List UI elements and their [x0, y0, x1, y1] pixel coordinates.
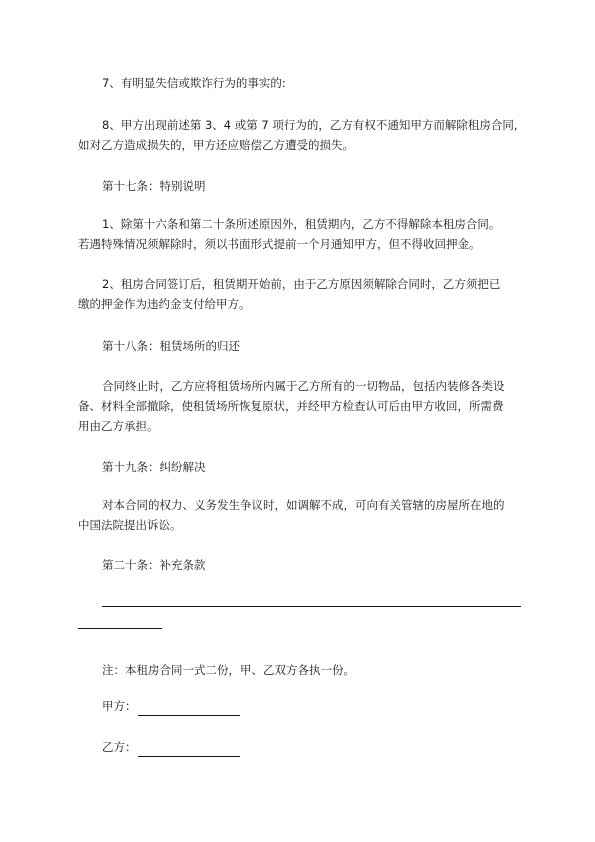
article-17-item-1-line-2: 若遇特殊情况须解除时，须以书面形式提前一个月通知甲方，但不得收回押金。 — [78, 237, 481, 251]
article-17-item-2 — [78, 274, 528, 314]
supplementary-blank-line-1 — [102, 606, 521, 607]
party-b-label: 乙方： — [102, 740, 137, 754]
note-paragraph — [78, 660, 552, 680]
party-b-signature — [78, 737, 552, 757]
article-20-title: 第二十条：补充条款 — [102, 558, 206, 572]
article-17-item-2-line-1: 2、租房合同签订后，租赁期开始前，由于乙方原因须解除合同时，乙方须把已 — [102, 277, 501, 291]
article-18-title: 第十八条：租赁场所的归还 — [102, 339, 240, 353]
clause-8-line-1: 8、甲方出现前述第 3、4 或第 7 项行为的，乙方有权不通知甲方而解除租房合同, — [102, 118, 518, 132]
article-17-item-2-line-2: 缴的押金作为违约金支付给甲方。 — [78, 297, 251, 311]
clause-7 — [78, 73, 552, 93]
article-18-line-1: 合同终止时，乙方应将租赁场所内属于乙方所有的一切物品，包括内装修各类设 — [102, 379, 505, 393]
article-17-item-1 — [78, 214, 528, 254]
clause-8-line-2: 如对乙方造成损失的，甲方还应赔偿乙方遭受的损失。 — [78, 138, 354, 152]
party-a-label: 甲方： — [102, 699, 137, 713]
article-19-line-1: 对本合同的权力、义务发生争议时，如调解不成，可向有关管辖的房屋所在地的 — [102, 498, 505, 512]
article-17-heading — [78, 176, 552, 196]
note-text: 注：本租房合同一式二份，甲、乙双方各执一份。 — [102, 663, 355, 677]
article-17-item-1-line-1: 1、除第十六条和第二十条所述原因外，租赁期内，乙方不得解除本租房合同。 — [102, 217, 501, 231]
article-18-line-3: 用由乙方承担。 — [78, 419, 159, 433]
party-a-signature — [78, 696, 552, 716]
party-a-signature-line — [138, 702, 240, 716]
article-18-body — [78, 376, 528, 436]
article-19-heading — [78, 457, 552, 477]
article-19-body — [78, 495, 528, 535]
party-b-signature-line — [138, 743, 240, 757]
article-18-heading — [78, 336, 552, 356]
article-19-title: 第十九条：纠纷解决 — [102, 460, 206, 474]
article-19-line-2: 中国法院提出诉讼。 — [78, 518, 182, 532]
clause-7-text: 7、有明显失信或欺诈行为的事实的: — [102, 76, 286, 90]
clause-8 — [78, 115, 528, 155]
article-18-line-2: 备、材料全部撤除，使租赁场所恢复原状，并经甲方检查认可后由甲方收回，所需费 — [78, 399, 504, 413]
article-17-title: 第十七条：特别说明 — [102, 179, 206, 193]
article-20-heading — [78, 555, 552, 575]
supplementary-blank-line-2 — [78, 628, 162, 629]
